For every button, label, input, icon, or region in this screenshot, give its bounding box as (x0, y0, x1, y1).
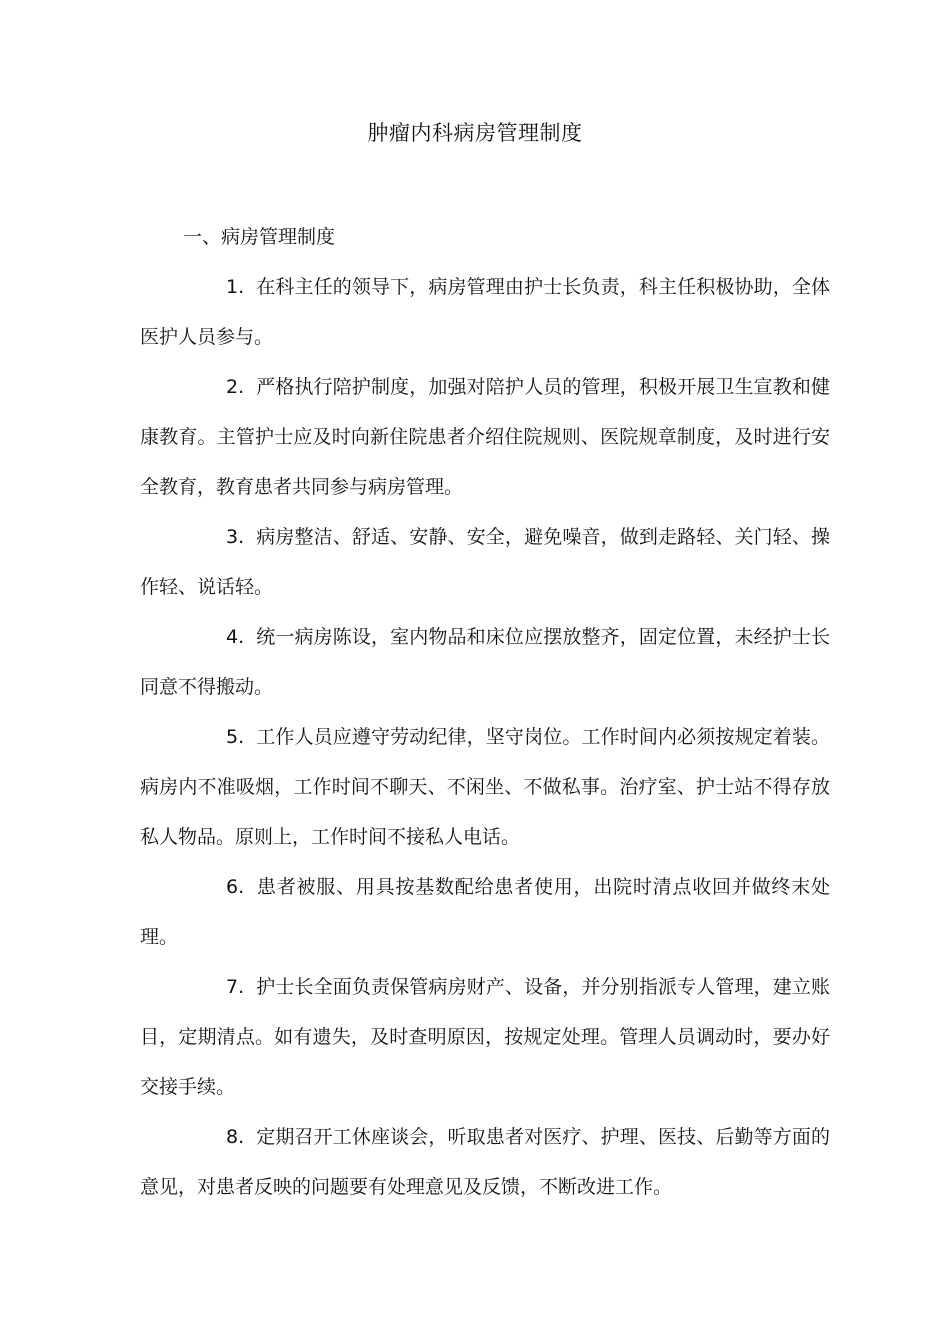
rule-item (140, 512, 830, 612)
rule-text: 患者被服、用具按基数配给患者使用，出院时清点收回并做终末处理。 (140, 876, 830, 948)
rule-text: 病房整洁、舒适、安静、安全，避免噪音，做到走路轻、关门轻、操作轻、说话轻。 (140, 526, 830, 598)
rule-text: 定期召开工休座谈会，听取患者对医疗、护理、医技、后勤等方面的意见，对患者反映的问题要有处理意见及反馈，不断改进工作。 (140, 1126, 830, 1198)
rule-number: 6. (226, 876, 245, 898)
rule-number: 5. (226, 726, 245, 748)
rule-item (140, 612, 830, 712)
document-body (140, 212, 830, 1212)
rule-item (140, 262, 830, 362)
rule-text: 在科主任的领导下，病房管理由护士长负责，科主任积极协助，全体医护人员参与。 (140, 276, 830, 348)
rule-item (140, 362, 830, 512)
rule-text: 严格执行陪护制度，加强对陪护人员的管理，积极开展卫生宣教和健康教育。主管护士应及时向新住院患者介绍住院规则、医院规章制度，及时进行安全教育，教育患者共同参与病房管理。 (140, 376, 830, 498)
rule-item (140, 1112, 830, 1212)
rule-text: 工作人员应遵守劳动纪律，坚守岗位。工作时间内必须按规定着装。病房内不准吸烟，工作时间不聊天、不闲坐、不做私事。治疗室、护士站不得存放私人物品。原则上，工作时间不接私人电话。 (140, 726, 830, 848)
rule-number: 3. (226, 526, 245, 548)
rule-text: 护士长全面负责保管病房财产、设备，并分别指派专人管理，建立账目，定期清点。如有遗失，及时查明原因，按规定处理。管理人员调动时，要办好交接手续。 (140, 976, 830, 1098)
rule-number: 8. (226, 1126, 245, 1148)
rule-item (140, 712, 830, 862)
rule-text: 统一病房陈设，室内物品和床位应摆放整齐，固定位置，未经护士长同意不得搬动。 (140, 626, 830, 698)
rule-number: 4. (226, 626, 245, 648)
rule-item (140, 962, 830, 1112)
rule-number: 7. (226, 976, 245, 998)
document-title: 肿瘤内科病房管理制度 (367, 121, 583, 145)
rule-number: 2. (226, 376, 245, 398)
rule-number: 1. (226, 276, 245, 298)
rule-item (140, 862, 830, 962)
section-heading: 一、病房管理制度 (183, 226, 336, 248)
